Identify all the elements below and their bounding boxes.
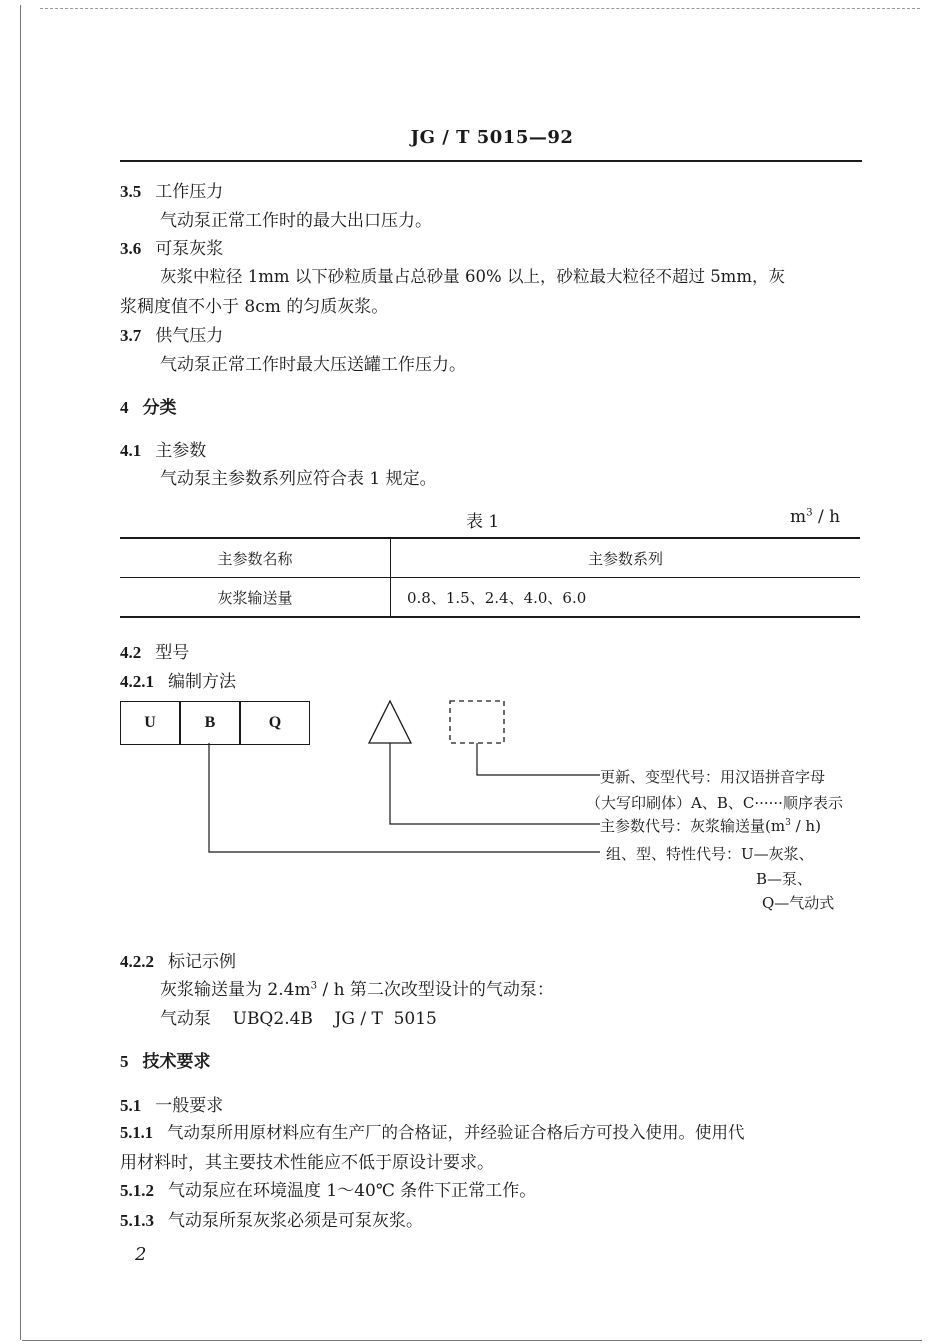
label-main-param: 主参数代号：灰浆输送量$(m^3 / h)$: [600, 817, 821, 835]
section-5-1-1-line1: 5.1.1 气动泵所用原材料应有生产厂的合格证，并经验证合格后方可投入使用。使用代: [120, 1123, 745, 1142]
table-cell-series: 0.8、1.5、2.4、4.0、6.0: [391, 578, 861, 618]
code-box-u: U: [120, 701, 180, 745]
section-4-2-2-example: 气动泵 UBQ2.4B JG / T 5015: [160, 1009, 437, 1029]
section-3-6-text-line2: 浆稠度值不小于 8cm 的匀质灰浆。: [120, 297, 389, 317]
label-b-pump: B—泵、: [756, 870, 813, 888]
code-box-q: Q: [240, 701, 310, 745]
section-3-6-text-line1: 灰浆中粒径 1mm 以下砂粒质量占总砂量 60% 以上，砂粒最大粒径不超过 5mm，灰: [160, 267, 785, 286]
update-code-box: [450, 701, 504, 743]
main-param-triangle: [369, 701, 411, 743]
section-3-5-heading: 3.5 工作压力: [120, 182, 224, 202]
section-3-6-heading: 3.6 可泵灰浆: [120, 239, 224, 259]
table-cell-name: 灰浆输送量: [120, 578, 391, 618]
table-header-series: 主参数系列: [391, 538, 861, 578]
label-update-line2: （大写印刷体）A、B、C······顺序表示: [586, 794, 843, 812]
section-3-7-text: 气动泵正常工作时最大压送罐工作压力。: [160, 355, 466, 375]
section-4-2-2-text: 灰浆输送量为 $2.4m^3$ / h 第二次改型设计的气动泵：: [160, 980, 554, 1000]
section-5-1-3: 5.1.3 气动泵所泵灰浆必须是可泵灰浆。: [120, 1211, 423, 1231]
table-header-name: 主参数名称: [120, 538, 391, 578]
section-5-1-heading: 5.1 一般要求: [120, 1096, 224, 1116]
section-4-1-text: 气动泵主参数系列应符合表 1 规定。: [160, 469, 437, 489]
code-box-b: B: [180, 701, 240, 745]
table1-unit: $m^3$ / h: [790, 507, 841, 527]
section-4-1-heading: 4.1 主参数: [120, 441, 207, 461]
label-group: 组、型、特性代号：U—灰浆、: [606, 845, 814, 863]
page-header-title: JG / T 5015—92: [410, 127, 574, 148]
section-3-7-heading: 3.7 供气压力: [120, 326, 224, 346]
table1-caption: 表 1: [466, 512, 500, 532]
section-5-1-2: 5.1.2 气动泵应在环境温度 1～40℃ 条件下正常工作。: [120, 1181, 537, 1201]
section-4-2-heading: 4.2 型号: [120, 643, 190, 663]
section-4-2-2-heading: 4.2.2 标记示例: [120, 952, 236, 972]
section-5-heading: 5 技术要求: [120, 1052, 211, 1072]
connector-update: [477, 743, 600, 775]
section-3-5-text: 气动泵正常工作时的最大出口压力。: [160, 211, 432, 231]
section-5-1-1-line2: 用材料时，其主要技术性能应不低于原设计要求。: [120, 1153, 494, 1173]
page-number: 2: [135, 1244, 147, 1265]
label-q-pneumatic: Q—气动式: [762, 894, 835, 912]
connector-main-param: [390, 743, 600, 824]
label-update-line1: 更新、变型代号：用汉语拼音字母: [600, 768, 826, 786]
section-4-heading: 4 分类: [120, 398, 177, 418]
connector-group: [209, 743, 600, 852]
section-4-2-1-heading: 4.2.1 编制方法: [120, 672, 236, 692]
